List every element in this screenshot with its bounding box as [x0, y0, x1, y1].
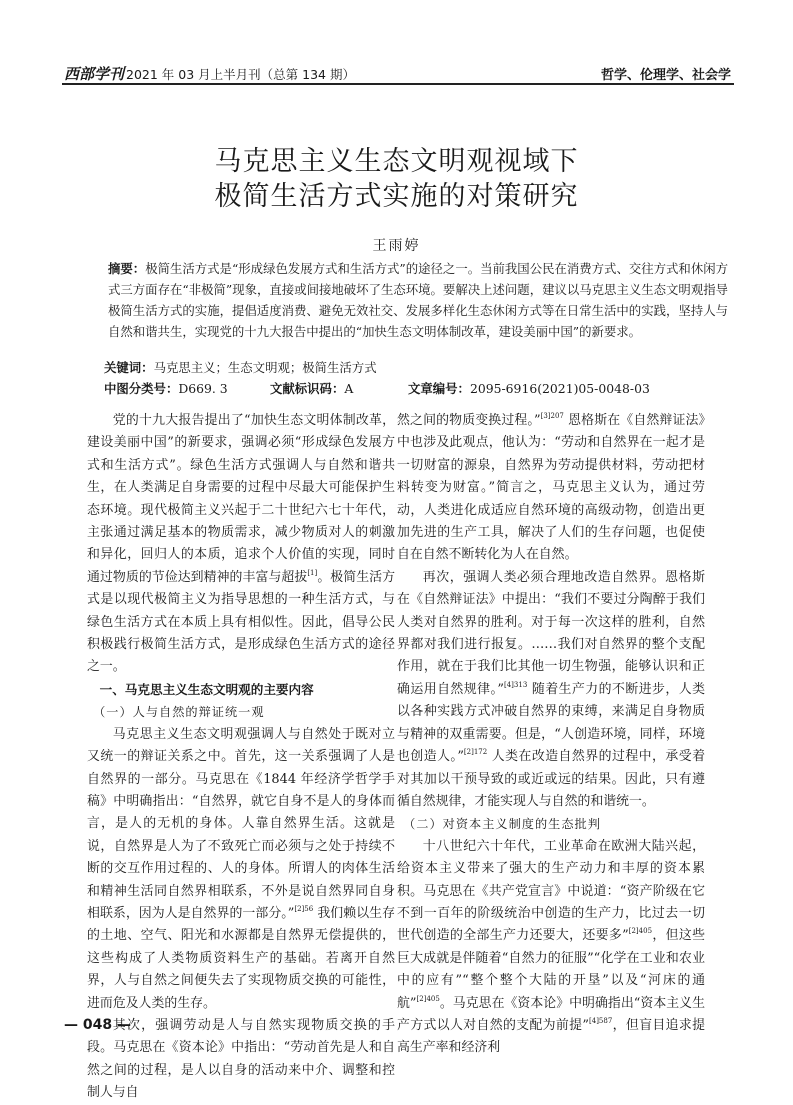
paragraph-text: 再次，强调人类必须合理地改造自然界。恩格斯在《自然辩证法》中提出：“我们不要过分陶醉于我们人类对自然界的胜利。对于每一次这样的胜利，自然界都对我们进行报复。……我们对自然界的整个支配作用，就在于我们比其他一切生物强，能够认识和正确运用自然规律。”	[397, 569, 705, 697]
citation: [2]405	[628, 927, 653, 936]
article-title-line-1: 马克思主义生态文明观视域下	[214, 146, 579, 177]
paragraph-text: 党的十九大报告提出了“加快生态文明体制改革，建设美丽中国”的新要求，强调必须“形成绿色发展方式和生活方式”。绿色生活方式强调人与自然和谐共生，在人类满足自身需要的过程中尽最大可能保护生态环境。现代极简主义兴起于二十世纪六七十年代，主张通过满足基本的物质需求，减少物质对人的刺激和异化，回归人的本质，追求个人价值的实现，同时通过物质的节俭达到精神的丰富与超拔	[87, 413, 395, 585]
citation: [1]	[307, 568, 318, 577]
journal-logo: 西部学刊	[64, 65, 125, 83]
journal-name	[64, 63, 355, 84]
clc-number	[104, 379, 228, 397]
clc-value: D669. 3	[178, 381, 228, 396]
section-heading: 一、马克思主义生态文明观的主要内容	[99, 681, 314, 697]
paragraph	[87, 410, 395, 679]
document-code-value: A	[344, 381, 354, 396]
article-number-label: 文章编号：	[408, 381, 470, 396]
abstract-text: 极简生活方式是“形成绿色发展方式和生活方式”的途径之一。当前我国公民在消费方式、交往方式和休闲方式三方面存在“非极简”现象，直接或间接地破坏了生态环境。要解决上述问题，建议以马克思主义生态文明观指导极简生活方式的实施，提倡适度消费、避免无效社交、发展多样化生态休闲方式等在日常生活中的实践，坚持人与自然和谐共生，实现党的十九大报告中提出的“加快生态文明体制改革，建设美丽中国”的新要求。	[108, 261, 729, 339]
paragraph-text: 。极简生活方式是以现代极简主义为指导思想的一种生活方式，与绿色生活方式在本质上具有相似性。因此，倡导公民积极践行极简生活方式，是形成绿色生活方式的途径之一。	[87, 569, 396, 675]
paragraph-text: ，但盲目追求提高生产率和经济利	[397, 1017, 706, 1056]
body-column-left	[87, 410, 395, 1105]
paragraph-text: 恩格斯在《自然辩证法》中也涉及此观点，他认为：“劳动和自然界在一起才是一切财富的源泉，自然界为劳动提供材料，劳动把材料转变为财富。”简言之，马克思主义认为，通过劳动，人类进化成适应自然环境的高级动物，创造出更加先进的生产工具，解决了人们的生存问题，也促使自在自然不断转化为人在自然。	[397, 413, 705, 563]
subsection-heading: （二）对资本主义制度的生态批判	[403, 817, 601, 832]
paragraph-text: 人类在改造自然界的过程中，承受着对其加以干预导致的或近或远的结果。因此，只有遵循自然规律，才能实现人与自然的和谐统一。	[397, 749, 705, 809]
page-number: — 048 —	[64, 1017, 131, 1033]
author: 王雨婷	[372, 238, 421, 254]
issue-info: 2021 年 03 月上半月刊（总第 134 期）	[126, 67, 355, 82]
subsection-heading: （一）人与自然的辩证统一观	[93, 705, 265, 720]
citation: [4]313	[504, 680, 528, 689]
paragraph-text: ，但这些巨大成就是伴随着“自然力的征服”“化学在工业和农业中的应有”“整个整个大陆的开垦”以及“河床的通航”	[397, 928, 706, 1011]
citation: [2]405	[416, 994, 440, 1003]
abstract	[108, 258, 728, 342]
section-name: 哲学、伦理学、社会学	[600, 68, 731, 83]
paragraph: 其次，强调劳动是人与自然实现物质交换的手段。马克思在《资本论》中指出：“劳动首先是人和自然之间的过程，是人以自身的活动来中介、调整和控制人与自	[87, 1017, 395, 1101]
keywords-label: 关键词：	[104, 360, 154, 375]
paragraph-text: 。马克思在《资本论》中明确指出“资本主义生产方式以人对自然的支配为前提”	[397, 995, 706, 1033]
paragraph-text: 十八世纪六十年代，工业革命在欧洲大陆兴起，给资本主义带来了强大的生产动力和丰厚的资本累积。马克思在《共产党宣言》中说道：“资产阶级在它不到一百年的阶级统治中创造的生产力，比过去一切世代创造的全部生产力还要大，还要多”	[397, 838, 705, 944]
abstract-label: 摘要：	[108, 261, 146, 276]
document-code	[270, 379, 353, 397]
article-number-value: 2095-6916(2021)05-0048-03	[469, 381, 650, 396]
paragraph	[397, 836, 705, 1060]
paragraph	[87, 724, 395, 1015]
article-number	[408, 379, 650, 397]
citation: [4]587	[589, 1016, 613, 1025]
paragraph	[397, 410, 705, 567]
citation: [2]172	[463, 748, 488, 757]
paragraph-text: 随着生产力的不断进步，人类以各种实践方式冲破自然界的束缚，来满足自身物质与精神的双重需要。但是，“人创造环境，同样，环境也创造人。”	[397, 681, 706, 765]
paragraph-text: 然之间的物质变换过程。”	[397, 413, 541, 428]
paragraph	[397, 567, 705, 813]
clc-label: 中图分类号：	[104, 381, 179, 396]
document-code-label: 文献标识码：	[270, 381, 345, 396]
keywords	[104, 358, 377, 376]
paragraph-text: 我们赖以生存的土地、空气、阳光和水源都是自然界无偿提供的，这些构成了人类物质资料生产的基础。若离开自然界，人与自然之间便失去了实现物质交换的可能性，进而危及人类的生存。	[87, 905, 395, 1011]
paragraph-text: 马克思主义生态文明观强调人与自然处于既对立又统一的辩证关系之中。首先，这一关系强调了人是自然界的一部分。马克思在《1844 年经济学哲学手稿》中明确指出：“自然界，就它自身不是人的身体而言，是人的无机的身体。人靠自然界生活。这就是说，自然界是人为了不致死亡而必须与之处于持续不断的交互作用过程的、人的身体。所谓人的肉体生活和精神生活同自然界相联系，不外是说自然界同自身相联系，因为人是自然界的一部分。”	[87, 726, 395, 921]
body-column-right	[397, 410, 705, 1060]
header-rule	[62, 83, 734, 85]
article-title-line-2: 极简生活方式实施的对策研究	[214, 181, 579, 212]
citation: [3]207	[540, 412, 564, 420]
keywords-text: 马克思主义；生态文明观；极简生活方式	[153, 360, 377, 375]
citation: [2]56	[294, 904, 314, 913]
